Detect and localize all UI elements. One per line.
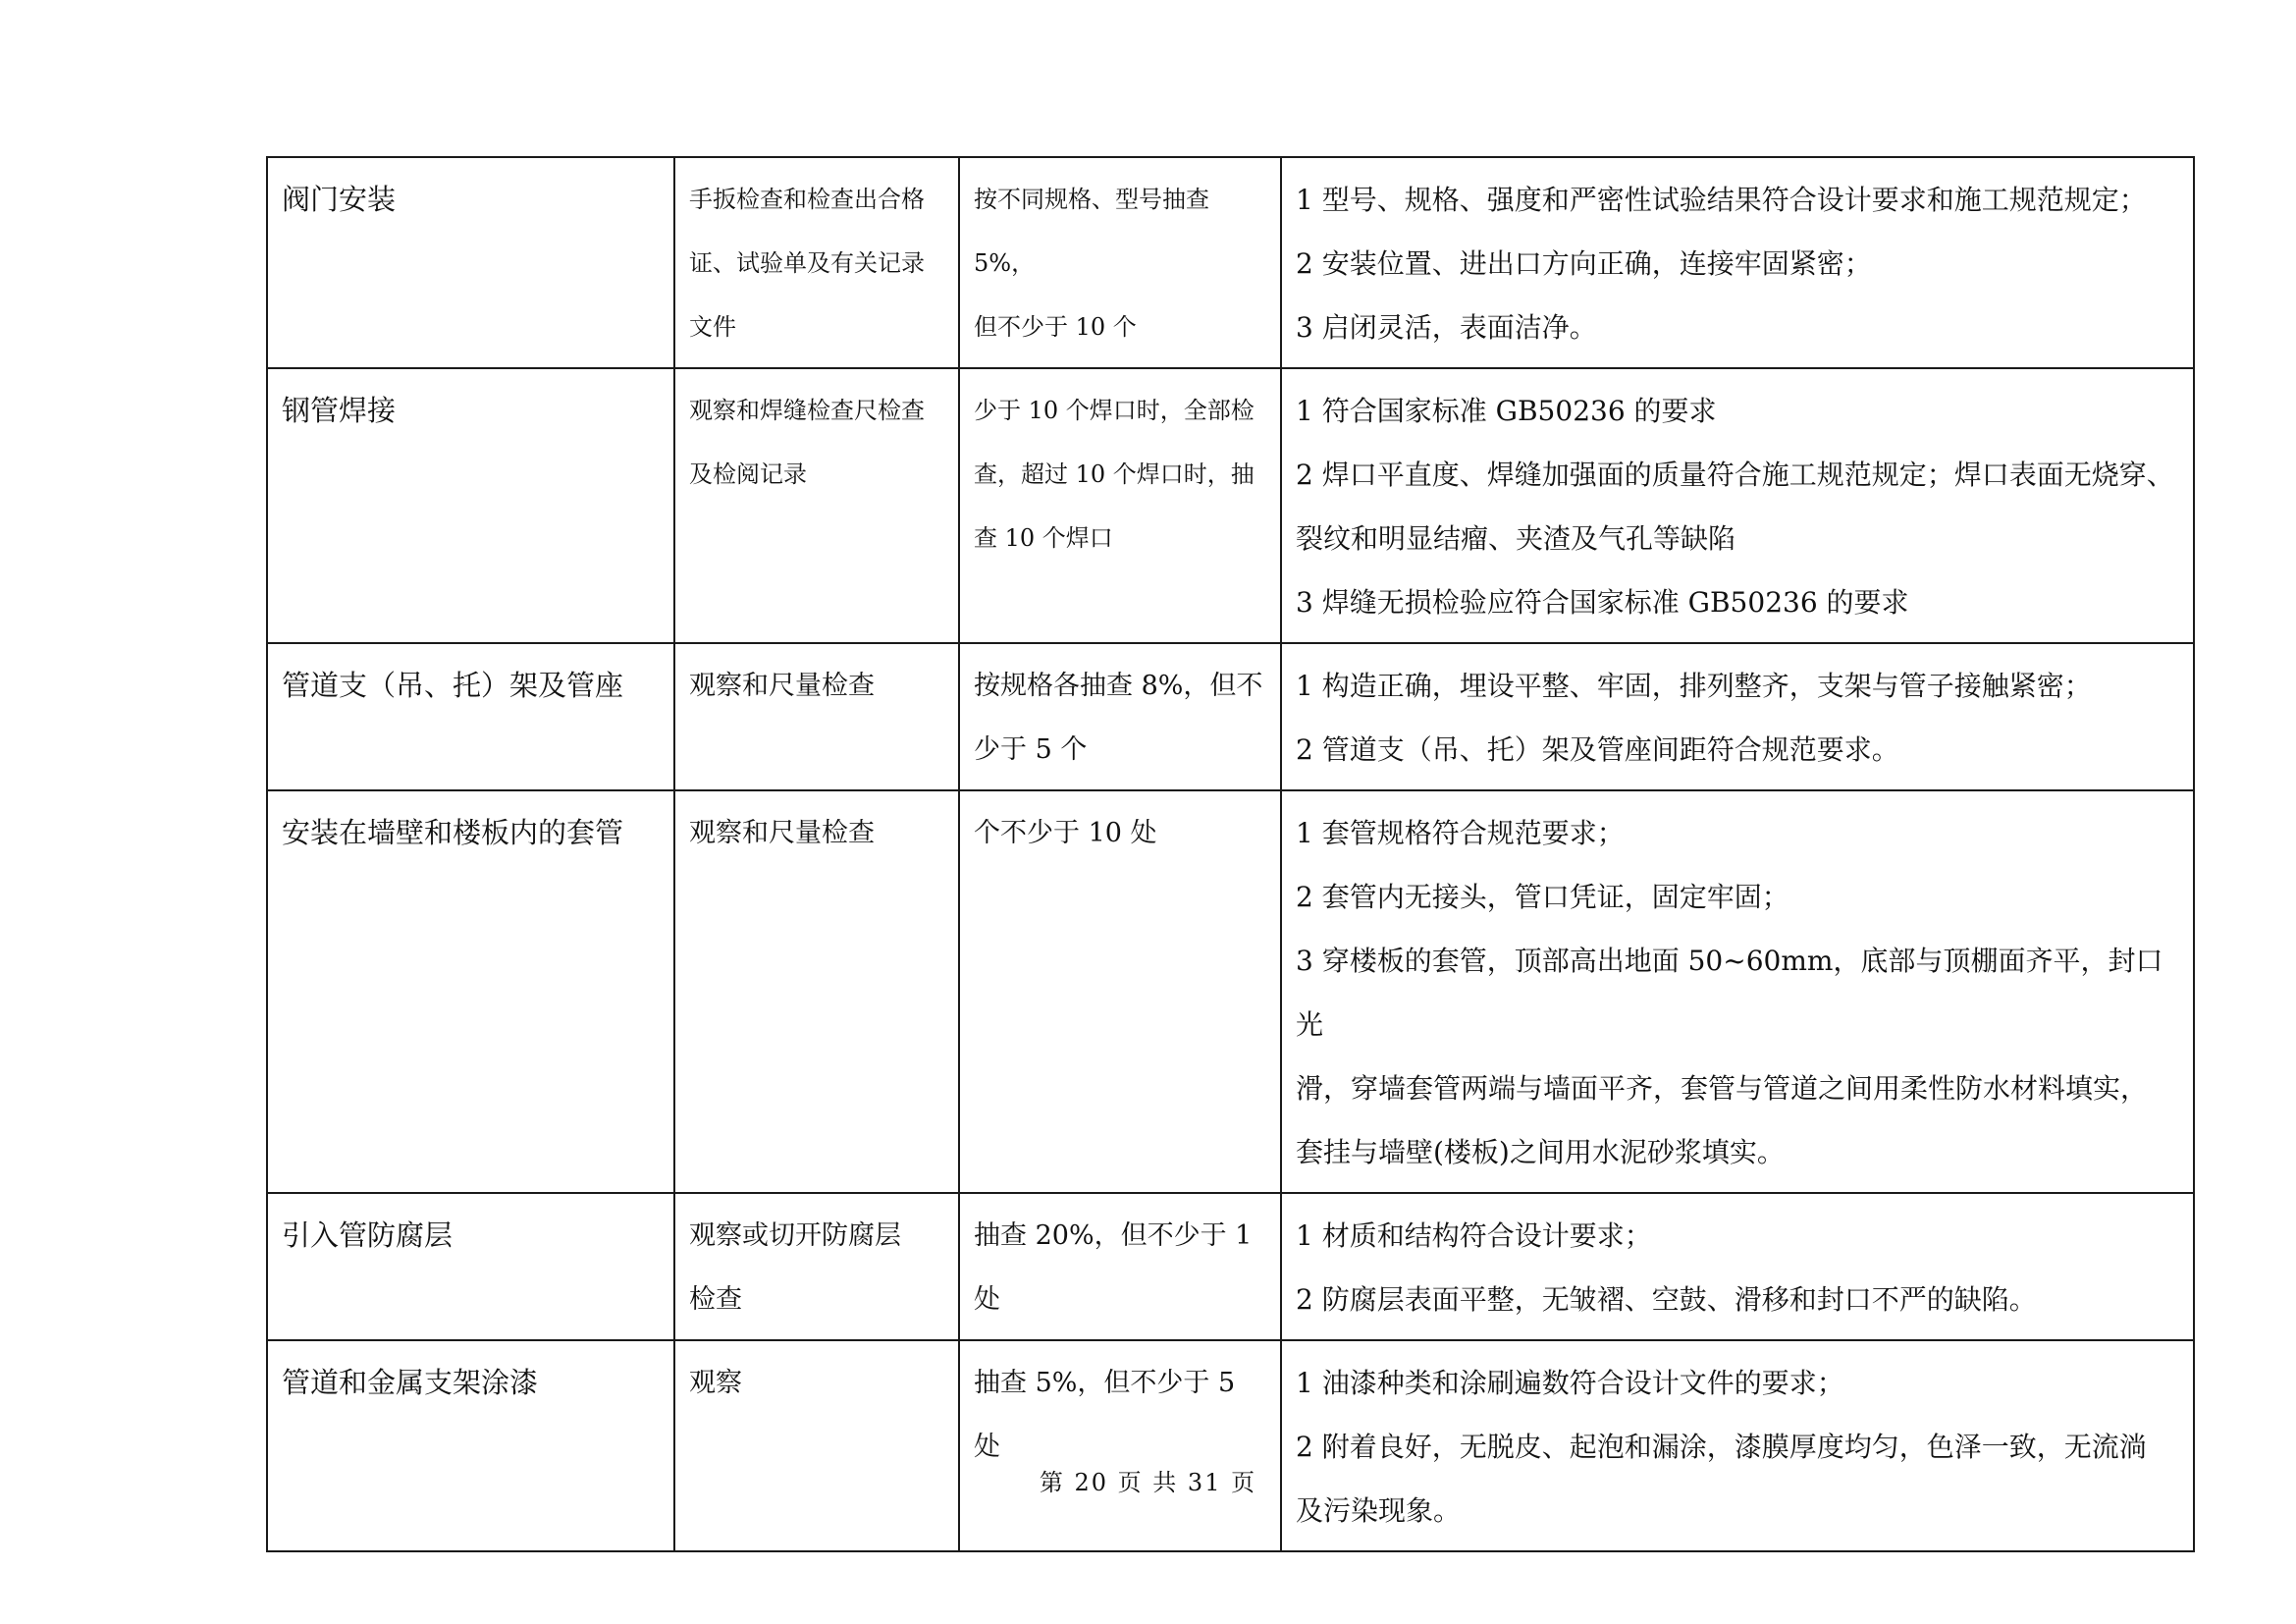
requirement-line: 滑，穿墙套管两端与墙面平齐，套管与管道之间用柔性防水材料填实， — [1296, 1072, 2149, 1105]
quantity-line: 查 10 个焊口 — [974, 524, 1113, 552]
inspection-table-container — [266, 156, 2193, 1552]
quantity-line: 但不少于 10 个 — [974, 313, 1137, 341]
quantity-line: 抽查 5%，但不少于 5 处 — [974, 1368, 1236, 1462]
table-row — [267, 157, 2194, 368]
quantity-cell — [959, 368, 1281, 643]
item-cell — [267, 643, 674, 790]
requirement-line: 3 启闭灵活，表面洁净。 — [1296, 311, 1597, 344]
requirement-line: 2 管道支（吊、托）架及管座间距符合规范要求。 — [1296, 733, 1899, 766]
item-text: 阀门安装 — [282, 183, 397, 216]
requirement-line: 及污染现象。 — [1296, 1494, 1462, 1527]
requirements-cell — [1281, 157, 2194, 368]
method-cell — [674, 1340, 959, 1551]
item-cell — [267, 790, 674, 1193]
method-line: 证、试验单及有关记录 — [689, 249, 925, 277]
requirements-cell — [1281, 643, 2194, 790]
item-text: 安装在墙壁和楼板内的套管 — [282, 816, 624, 849]
method-line: 观察 — [689, 1368, 742, 1398]
item-cell — [267, 368, 674, 643]
method-line: 检查 — [689, 1284, 742, 1315]
method-cell — [674, 368, 959, 643]
item-text: 引入管防腐层 — [282, 1218, 454, 1252]
requirements-cell — [1281, 1340, 2194, 1551]
quantity-line: 按不同规格、型号抽查 5%， — [974, 186, 1209, 277]
item-cell — [267, 157, 674, 368]
method-cell — [674, 157, 959, 368]
quantity-cell — [959, 790, 1281, 1193]
quantity-line: 少于 10 个焊口时，全部检 — [974, 397, 1255, 424]
quantity-line: 查，超过 10 个焊口时，抽 — [974, 460, 1255, 488]
method-line: 观察和焊缝检查尺检查 — [689, 397, 925, 424]
quantity-cell — [959, 1193, 1281, 1340]
method-line: 及检阅记录 — [689, 460, 807, 488]
requirement-line: 2 焊口平直度、焊缝加强面的质量符合施工规范规定；焊口表面无烧穿、 — [1296, 459, 2174, 491]
quantity-line: 处 — [974, 1284, 1000, 1315]
requirement-line: 1 套管规格符合规范要求； — [1296, 817, 1625, 849]
table-row — [267, 643, 2194, 790]
requirements-cell — [1281, 790, 2194, 1193]
item-text: 管道和金属支架涂漆 — [282, 1366, 539, 1399]
requirement-line: 1 符合国家标准 GB50236 的要求 — [1296, 395, 1717, 427]
table-row — [267, 1340, 2194, 1551]
table-row — [267, 368, 2194, 643]
method-line: 观察或切开防腐层 — [689, 1220, 901, 1251]
requirement-line: 1 型号、规格、强度和严密性试验结果符合设计要求和施工规范规定； — [1296, 184, 2147, 216]
method-cell — [674, 643, 959, 790]
quantity-line: 按规格各抽查 8%，但不 — [974, 671, 1263, 701]
requirement-line: 1 油漆种类和涂刷遍数符合设计文件的要求； — [1296, 1367, 1844, 1399]
requirement-line: 2 附着良好，无脱皮、起泡和漏涂，漆膜厚度均匀，色泽一致，无流淌 — [1296, 1431, 2147, 1463]
requirements-cell — [1281, 1193, 2194, 1340]
method-cell — [674, 1193, 959, 1340]
requirement-line: 裂纹和明显结瘤、夹渣及气孔等缺陷 — [1296, 522, 1736, 555]
table-row — [267, 790, 2194, 1193]
requirement-line: 2 套管内无接头，管口凭证，固定牢固； — [1296, 881, 1789, 913]
requirement-line: 2 防腐层表面平整，无皱褶、空鼓、滑移和封口不严的缺陷。 — [1296, 1283, 2037, 1316]
requirement-line: 套挂与墙壁(楼板)之间用水泥砂浆填实。 — [1296, 1136, 1785, 1168]
method-cell — [674, 790, 959, 1193]
method-line: 观察和尺量检查 — [689, 818, 875, 848]
method-line: 手扳检查和检查出合格 — [689, 186, 925, 213]
quantity-cell — [959, 1340, 1281, 1551]
item-text: 钢管焊接 — [282, 394, 397, 427]
quantity-line: 抽查 20%，但不少于 1 — [974, 1220, 1253, 1251]
requirement-line: 1 材质和结构符合设计要求； — [1296, 1219, 1652, 1252]
requirement-line: 3 穿楼板的套管，顶部高出地面 50~60mm，底部与顶棚面齐平，封口光 — [1296, 945, 2163, 1041]
requirements-cell — [1281, 368, 2194, 643]
item-cell — [267, 1193, 674, 1340]
requirement-line: 2 安装位置、进出口方向正确，连接牢固紧密； — [1296, 247, 1872, 280]
item-text: 管道支（吊、托）架及管座 — [282, 669, 624, 702]
method-line: 文件 — [689, 313, 736, 341]
quantity-line: 个不少于 10 处 — [974, 818, 1157, 848]
method-line: 观察和尺量检查 — [689, 671, 875, 701]
inspection-table — [266, 156, 2195, 1552]
page-footer: 第 20 页 共 31 页 — [1039, 1469, 1257, 1496]
quantity-cell — [959, 643, 1281, 790]
inspection-table-body — [267, 157, 2194, 1551]
quantity-line: 少于 5 个 — [974, 734, 1088, 765]
item-cell — [267, 1340, 674, 1551]
requirement-line: 1 构造正确，埋设平整、牢固，排列整齐，支架与管子接触紧密； — [1296, 670, 2092, 702]
table-row — [267, 1193, 2194, 1340]
quantity-cell — [959, 157, 1281, 368]
requirement-line: 3 焊缝无损检验应符合国家标准 GB50236 的要求 — [1296, 586, 1909, 619]
